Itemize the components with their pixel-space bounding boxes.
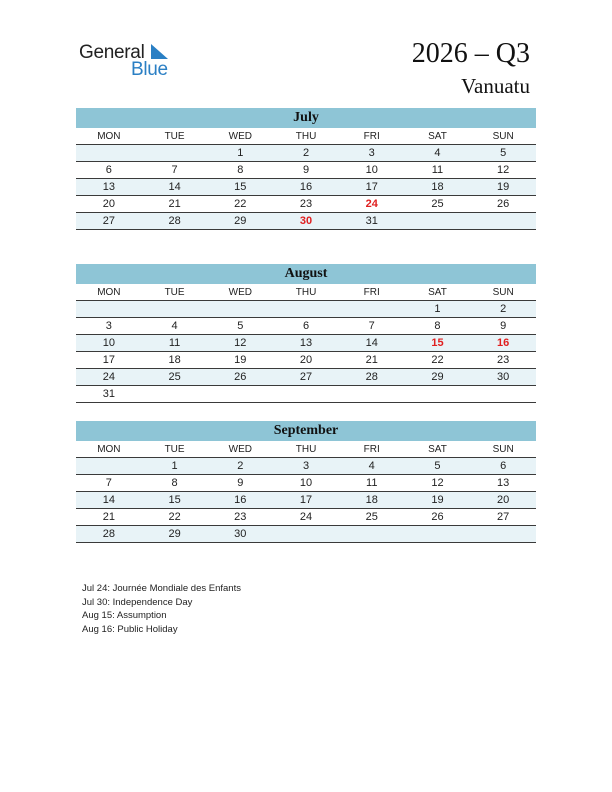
day-cell: 18	[431, 181, 444, 193]
weekday-label: MON	[97, 287, 121, 298]
page-title: 2026 – Q3	[411, 38, 530, 69]
weekday-label: TUE	[164, 444, 185, 455]
day-cell: 5	[237, 320, 244, 332]
holiday-day-cell: 15	[431, 337, 444, 349]
weekday-label: FRI	[363, 444, 380, 455]
day-cell: 9	[237, 477, 244, 489]
day-cell: 29	[431, 371, 444, 383]
weekday-label: FRI	[363, 287, 380, 298]
day-cell: 17	[102, 354, 115, 366]
weekday-header-row	[76, 284, 536, 301]
day-cell: 27	[497, 511, 510, 523]
month-calendar-july	[76, 108, 536, 230]
week-row	[76, 492, 536, 509]
day-cell: 12	[431, 477, 444, 489]
day-cell: 11	[431, 164, 444, 176]
logo	[79, 42, 189, 82]
day-cell: 16	[234, 494, 247, 506]
day-cell: 25	[168, 371, 181, 383]
day-cell: 9	[500, 320, 507, 332]
day-cell: 11	[366, 477, 378, 489]
week-row	[76, 318, 536, 335]
day-cell: 26	[497, 198, 510, 210]
day-cell	[207, 386, 273, 402]
holiday-notes	[82, 582, 241, 636]
holiday-note: Jul 30: Independence Day	[82, 596, 193, 608]
day-cell: 14	[168, 181, 181, 193]
day-cell: 4	[171, 320, 178, 332]
weekday-label: WED	[228, 444, 252, 455]
day-cell: 27	[299, 371, 313, 383]
day-cell: 22	[168, 511, 181, 523]
weekday-label: THU	[295, 444, 317, 455]
day-cell: 2	[500, 303, 507, 315]
day-cell: 8	[237, 164, 244, 176]
holiday-note: Aug 16: Public Holiday	[82, 623, 178, 635]
day-cell: 24	[102, 371, 115, 383]
day-cell	[273, 526, 339, 542]
day-cell: 19	[431, 494, 444, 506]
month-calendar-august	[76, 264, 536, 403]
day-cell: 29	[234, 215, 247, 227]
day-cell: 7	[171, 164, 178, 176]
day-cell: 6	[302, 320, 310, 332]
day-cell: 28	[365, 371, 378, 383]
day-cell: 3	[368, 147, 375, 159]
day-cell: 1	[434, 303, 441, 315]
week-row	[76, 352, 536, 369]
day-cell: 1	[237, 147, 244, 159]
day-cell: 14	[102, 494, 115, 506]
day-cell: 28	[102, 528, 115, 540]
month-title: July	[76, 108, 536, 128]
day-cell: 2	[302, 147, 310, 159]
weekday-label: SUN	[492, 287, 514, 298]
weekday-label: WED	[228, 131, 252, 142]
holiday-day-cell: 24	[365, 198, 378, 210]
day-cell: 13	[299, 337, 313, 349]
weekday-label: FRI	[363, 131, 380, 142]
day-cell: 27	[102, 215, 115, 227]
day-cell: 6	[500, 460, 507, 472]
logo-flag-icon	[151, 44, 169, 60]
day-cell	[339, 526, 405, 542]
day-cell: 30	[234, 528, 247, 540]
week-row	[76, 526, 536, 543]
weekday-label: WED	[228, 287, 252, 298]
day-cell: 2	[237, 460, 244, 472]
day-cell: 7	[105, 477, 112, 489]
day-cell: 23	[497, 354, 510, 366]
day-cell: 10	[365, 164, 378, 176]
day-cell: 19	[234, 354, 247, 366]
weekday-label: THU	[295, 131, 317, 142]
weekday-label: TUE	[164, 287, 185, 298]
day-cell: 10	[299, 477, 313, 489]
weekday-label: MON	[97, 444, 121, 455]
day-cell: 26	[234, 371, 247, 383]
day-cell: 16	[299, 181, 313, 193]
month-calendar-september	[76, 421, 536, 543]
day-cell	[470, 386, 536, 402]
day-cell: 6	[105, 164, 112, 176]
day-cell: 1	[171, 460, 178, 472]
day-cell: 28	[168, 215, 181, 227]
holiday-day-cell: 16	[497, 337, 510, 349]
day-cell	[76, 458, 142, 474]
week-row	[76, 386, 536, 403]
logo-word-general: General	[79, 42, 145, 63]
week-row	[76, 196, 536, 213]
weekday-label: SUN	[492, 131, 514, 142]
day-cell: 10	[102, 337, 115, 349]
day-cell: 18	[365, 494, 378, 506]
weekday-label: TUE	[164, 131, 185, 142]
day-cell: 17	[299, 494, 313, 506]
day-cell	[339, 301, 405, 317]
week-row	[76, 458, 536, 475]
logo-word-blue: Blue	[131, 59, 168, 80]
day-cell: 29	[168, 528, 181, 540]
day-cell: 31	[365, 215, 378, 227]
day-cell: 31	[102, 388, 115, 400]
week-row	[76, 145, 536, 162]
week-row	[76, 369, 536, 386]
holiday-note: Jul 24: Journée Mondiale des Enfants	[82, 583, 241, 594]
weekday-label: SAT	[428, 444, 447, 455]
day-cell: 12	[497, 164, 510, 176]
country-name: Vanuatu	[461, 74, 530, 98]
day-cell: 14	[365, 337, 378, 349]
week-row	[76, 509, 536, 526]
day-cell	[142, 301, 208, 317]
day-cell: 17	[365, 181, 378, 193]
weekday-header-row	[76, 128, 536, 145]
weekday-label: SAT	[428, 131, 447, 142]
day-cell	[339, 386, 405, 402]
week-row	[76, 179, 536, 196]
holiday-note: Aug 15: Assumption	[82, 610, 167, 621]
day-cell	[405, 213, 471, 229]
day-cell: 21	[102, 511, 115, 523]
weekday-header-row	[76, 441, 536, 458]
day-cell: 3	[302, 460, 310, 472]
week-row	[76, 301, 536, 318]
day-cell: 15	[234, 181, 247, 193]
day-cell: 21	[365, 354, 378, 366]
day-cell: 4	[368, 460, 375, 472]
day-cell	[142, 386, 208, 402]
day-cell: 7	[368, 320, 375, 332]
day-cell: 25	[365, 511, 378, 523]
weekday-label: SUN	[492, 444, 514, 455]
day-cell	[405, 386, 471, 402]
day-cell	[470, 526, 536, 542]
day-cell	[470, 213, 536, 229]
day-cell: 23	[234, 511, 247, 523]
day-cell	[207, 301, 273, 317]
day-cell	[405, 526, 471, 542]
day-cell: 4	[434, 147, 441, 159]
day-cell: 20	[102, 198, 115, 210]
month-title: September	[76, 421, 536, 441]
day-cell: 11	[168, 337, 181, 349]
day-cell: 24	[299, 511, 313, 523]
day-cell: 8	[434, 320, 441, 332]
day-cell	[76, 301, 142, 317]
day-cell: 12	[234, 337, 247, 349]
day-cell: 23	[299, 198, 313, 210]
day-cell: 20	[497, 494, 510, 506]
day-cell: 13	[102, 181, 115, 193]
day-cell: 22	[234, 198, 247, 210]
day-cell: 30	[497, 371, 510, 383]
day-cell: 25	[431, 198, 444, 210]
day-cell: 3	[105, 320, 112, 332]
day-cell: 26	[431, 511, 444, 523]
day-cell: 15	[168, 494, 181, 506]
day-cell: 9	[302, 164, 310, 176]
week-row	[76, 162, 536, 179]
day-cell: 8	[171, 477, 178, 489]
day-cell: 22	[431, 354, 444, 366]
week-row	[76, 475, 536, 492]
weekday-label: THU	[295, 287, 317, 298]
day-cell: 21	[168, 198, 181, 210]
weekday-label: MON	[97, 131, 121, 142]
holiday-day-cell: 30	[299, 215, 313, 227]
month-title: August	[76, 264, 536, 284]
day-cell: 20	[299, 354, 313, 366]
day-cell	[273, 386, 339, 402]
day-cell: 13	[497, 477, 510, 489]
day-cell	[273, 301, 339, 317]
week-row	[76, 335, 536, 352]
day-cell: 18	[168, 354, 181, 366]
day-cell	[142, 145, 208, 161]
weekday-label: SAT	[428, 287, 447, 298]
day-cell: 5	[434, 460, 441, 472]
day-cell: 5	[500, 147, 507, 159]
day-cell: 19	[497, 181, 510, 193]
week-row	[76, 213, 536, 230]
day-cell	[76, 145, 142, 161]
